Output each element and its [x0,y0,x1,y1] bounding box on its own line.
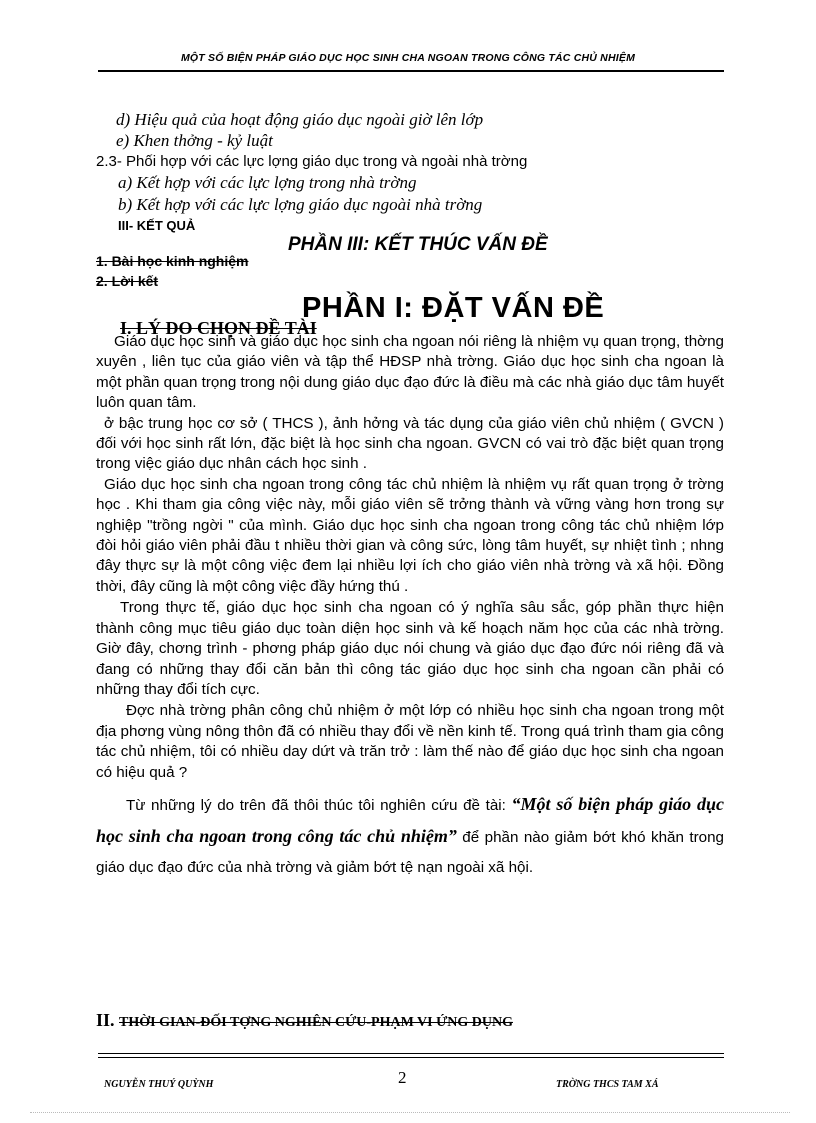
page-bottom-separator [30,1112,790,1113]
section2-number: II. [96,1010,115,1030]
paragraph-3: Giáo dục học sinh cha ngoan trong công tác chủ nhiệm là nhiệm vụ rất quan trọng ở trờng học . Khi tham gia công việc này, mỗi giáo viên sẽ trởng thành và vững vàng hơn trong sự nghiệp "trồng ngời " của mình. Giáo dục học sinh cha ngoan trong công tác chủ nhiệm lớp đòi hỏi giáo viên phải đầu t nhiều thời gian và công sức, lòng tâm huyết, sự nhiệt tình ; nhng đây thực sự là một công việc đem lại nhiều lợi ích cho giáo viên nhà trờng và xã hội. Đồng thời, đây cũng là một công việc đầy hứng thú . [96,475,724,595]
paragraph-4: Trong thực tế, giáo dục học sinh cha ngoan có ý nghĩa sâu sắc, góp phần thực hiện thành công mục tiêu giáo dục toàn diện học sinh và kế hoạch năm học của các nhà trờng. Giờ đây, chơng trình - phơng pháp giáo dục nói chung và giáo dục đạo đức nói riêng đã và đang có những thay đổi căn bản thì công tác giáo dục học sinh cha ngoan cần phải có những thay đổi tích cực. [96,599,724,698]
page-number: 2 [398,1068,407,1087]
part1-heading: PHẦN I: ĐẶT VẤN ĐỀ [302,292,605,324]
footer-school: TRỜNG THCS TAM XÁ [556,1079,659,1090]
section2-heading [96,1010,513,1031]
body-text [96,332,724,883]
paragraph-5: Đợc nhà trờng phân công chủ nhiệm ở một lớp có nhiều học sinh cha ngoan trong một địa phơng vùng nông thôn đã có nhiều thay đổi về nền kinh tế. Trong quá trình tham gia công tác chủ nhiệm, tôi có nhiều day dứt và trăn trở : làm thế nào để giáo dục học sinh cha ngoan có hiệu quả ? [96,702,724,781]
paragraph-6-lead: Từ những lý do trên đã thôi thúc tôi nghiên cứu đề tài: [126,796,512,814]
toc-item-d: d) Hiệu quả của hoạt động giáo dục ngoài giờ lên lớp [116,110,484,129]
toc-item-2: 2. Lời kết [96,273,159,289]
paragraph-2: ở bậc trung học cơ sở ( THCS ), ảnh hởng và tác dụng của giáo viên chủ nhiệm ( GVCN ) đối với học sinh rất lớn, đặc biệt là học sinh cha ngoan. GVCN có vai trò đặc biệt quan trọng trong việc giáo dục nhân cách học sinh . [96,414,724,473]
part3-heading: PHẦN III: KẾT THÚC VẤN ĐỀ [288,234,548,255]
toc-item-2-3-a: a) Kết hợp với các lực lợng trong nhà trờng [118,173,417,192]
research-topic-title: “Một số biện pháp giáo dục học sinh cha ngoan trong công tác chủ nhiệm” [96,793,724,846]
footer-rule-top [98,1053,724,1054]
section2-title: THỜI GIAN-ĐỐI TỢNG NGHIÊN CỨU-PHẠM VI ỨNG DỤNG [119,1015,513,1030]
toc-item-1: 1. Bài học kinh nghiệm [96,253,249,269]
footer-rule-bottom [98,1057,724,1058]
paragraph-1: Giáo dục học sinh và giáo dục học sinh cha ngoan nói riêng là nhiệm vụ quan trọng, thờng xuyên , liên tục của giáo viên và tập thể HĐSP nhà trờng. Giáo dục học sinh cha ngoan là một phần quan trọng trong nội dung giáo dục đạo đức là điều mà các nhà giáo dục tâm huyết luôn quan tâm. [96,333,724,412]
toc-item-iii: III- KẾT QUẢ [118,218,196,233]
running-header-title: MỘT SỐ BIỆN PHÁP GIÁO DỤC HỌC SINH CHA NGOAN TRONG CÔNG TÁC CHỦ NHIỆM [180,52,636,64]
toc-item-2-3-b: b) Kết hợp với các lực lợng giáo dục ngoài nhà trờng [118,195,483,214]
toc-item-e: e) Khen thởng - kỷ luật [116,131,273,150]
paragraph-6 [96,789,724,883]
paragraph-6-tail: để phần nào giảm bớt khó khăn trong giáo dục đạo đức của nhà trờng và giảm bớt tệ nạn ngoài xã hội. [96,828,724,876]
toc-item-2-3: 2.3- Phối hợp với các lực lợng giáo dục trong và ngoài nhà trờng [96,153,528,170]
footer-author: NGUYỄN THUÝ QUỲNH [104,1079,214,1090]
section1-heading: I. LÝ DO CHỌN ĐỀ TÀI [120,318,317,338]
header-rule [98,70,724,72]
